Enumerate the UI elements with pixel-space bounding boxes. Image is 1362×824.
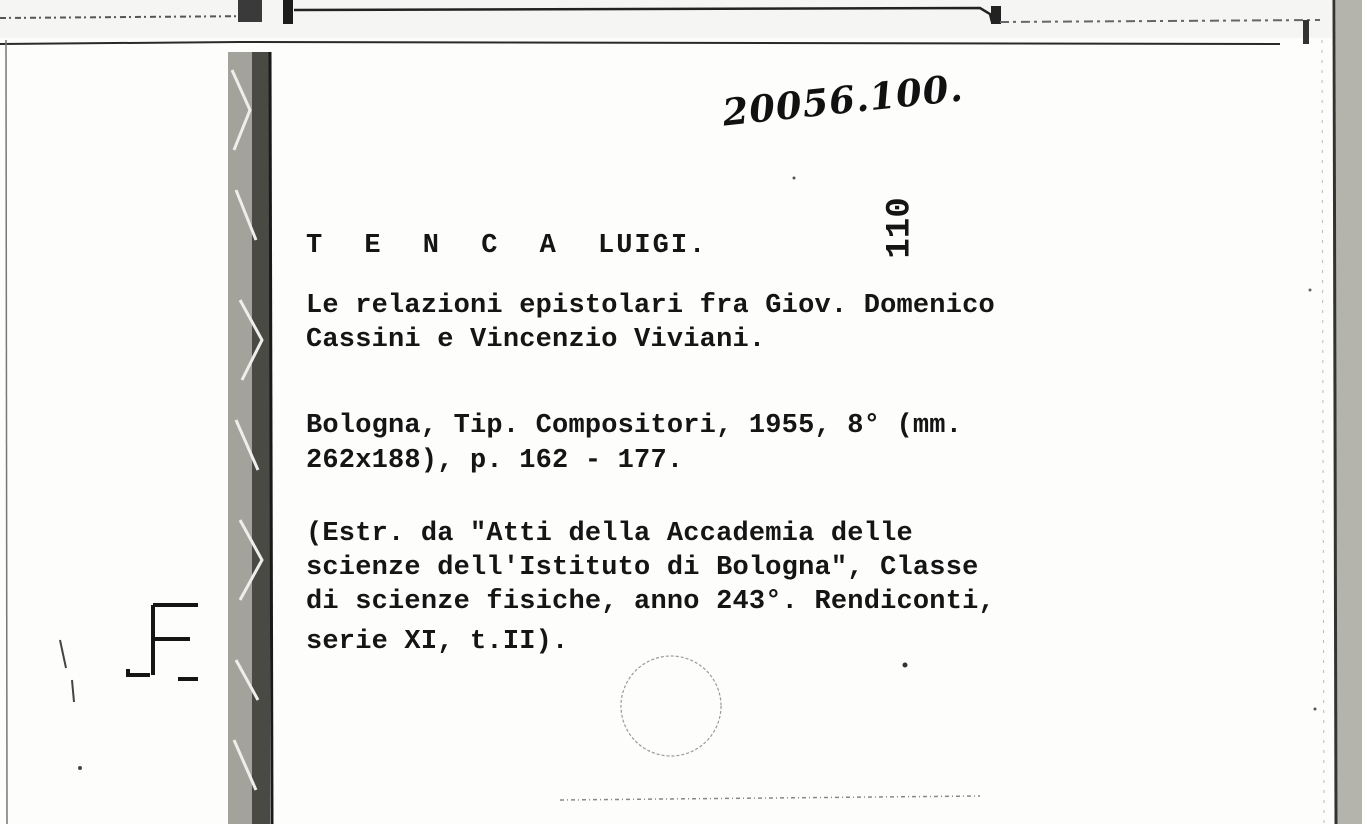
author-heading: T E N C A LUIGI. bbox=[306, 231, 708, 261]
right-inner-line bbox=[1322, 40, 1324, 824]
left-card-edge bbox=[6, 40, 7, 824]
top-right-post bbox=[1303, 20, 1309, 44]
series-note-line: (Estr. da "Atti della Accademia delle bbox=[306, 519, 913, 549]
title-line: Le relazioni epistolari fra Giov. Domenico bbox=[306, 291, 995, 321]
series-note-line: serie XI, t.II). bbox=[306, 627, 569, 657]
title-line: Cassini e Vincenzio Viviani. bbox=[306, 325, 766, 355]
binding-strip-shadow bbox=[252, 52, 270, 824]
top-right-clip bbox=[991, 6, 1001, 24]
card-top-boundary bbox=[0, 42, 1280, 44]
speck bbox=[1314, 708, 1317, 711]
series-note-line: scienze dell'Istituto di Bologna", Classe bbox=[306, 553, 979, 583]
punch-hole-mark bbox=[621, 656, 721, 756]
left-margin-tick bbox=[60, 640, 74, 702]
guide-letter-stencil bbox=[120, 595, 200, 685]
top-left-tab bbox=[238, 0, 262, 22]
speck bbox=[78, 766, 82, 770]
imprint-line: 262x188), p. 162 - 177. bbox=[306, 446, 684, 476]
bottom-rule bbox=[560, 796, 980, 800]
top-tab-marker bbox=[283, 0, 293, 24]
card-number-stamp: 110 bbox=[881, 197, 920, 259]
speck bbox=[903, 663, 908, 668]
series-note-line: di scienze fisiche, anno 243°. Rendiconti, bbox=[306, 587, 995, 617]
imprint-line: Bologna, Tip. Compositori, 1955, 8° (mm. bbox=[306, 411, 963, 441]
right-edge-strip bbox=[1336, 0, 1362, 824]
speck bbox=[793, 177, 796, 180]
speck bbox=[1309, 289, 1312, 292]
top-band bbox=[0, 0, 1362, 38]
handwritten-shelf-mark: 20056.100. bbox=[720, 65, 966, 135]
right-edge-line bbox=[1334, 0, 1336, 824]
binding-strip-edge bbox=[270, 52, 272, 824]
